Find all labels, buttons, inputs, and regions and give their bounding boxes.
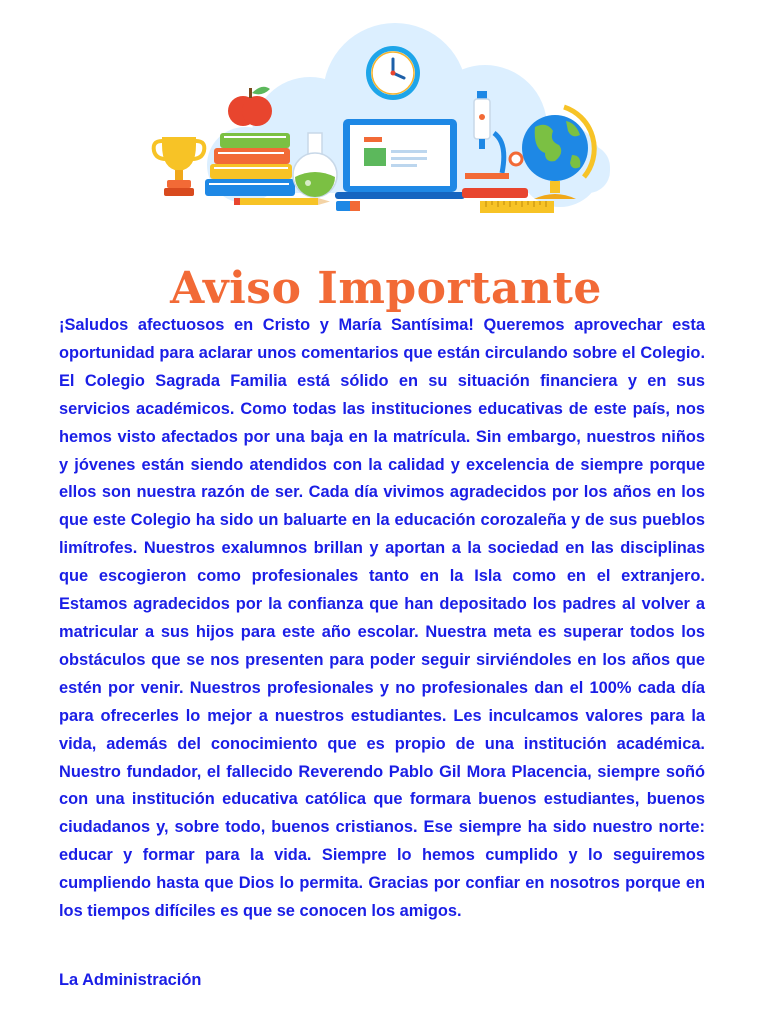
eraser-icon bbox=[336, 201, 360, 211]
signature: La Administración bbox=[59, 971, 202, 989]
pencil-icon bbox=[234, 198, 330, 205]
apple-icon bbox=[228, 87, 272, 126]
trophy-icon bbox=[154, 137, 205, 196]
education-illustration bbox=[150, 15, 620, 220]
laptop-icon bbox=[335, 119, 465, 199]
clock-icon bbox=[366, 46, 420, 100]
notice-body: ¡Saludos afectuosos en Cristo y María Santísima! Queremos aprovechar esta oportunidad para aclarar unos comentarios que están circulando sobre el Colegio. El Colegio Sagrada Familia está sólido en su situación financiera y en sus servicios académicos. Como todas las instituciones educativas de este país, nos hemos visto afectados por una baja en la matrícula. Sin embargo, nuestros niños y jóvenes están siendo atendidos con la calidad y excelencia de siempre porque ellos son nuestra razón de ser. Cada día vivimos agradecidos por los años en los que este Colegio ha sido un baluarte en la educación corozaleña y de sus pueblos limítrofes. Nuestros exalumnos brillan y aportan a la sociedad en las disciplinas que escogieron como profesionales tanto en la Isla como en el extranjero. Estamos agradecidos por la confianza que han depositado los padres al volver a matricular a sus hijos para este año escolar. Nuestra meta es superar todos los obstáculos que se nos presenten para poder seguir sirviéndoles en los años que estén por venir. Nuestros profesionales y no profesionales dan el 100% cada día para ofrecerles lo mejor a nuestros estudiantes. Les inculcamos valores para la vida, además del conocimiento que es propio de una institución académica. Nuestro fundador, el fallecido Reverendo Pablo Gil Mora Placencia, siempre soñó con una institución educativa católica que formara buenos estudiantes, buenos ciudadanos y, sobre todo, buenos cristianos. Ese siempre ha sido nuestro norte: educar y formar para la vida. Siempre lo hemos cumplido y lo seguiremos cumpliendo hasta que Dios lo permita. Gracias por confiar en nosotros porque en los tiempos difíciles es que se conocen los amigos. bbox=[59, 316, 705, 921]
ruler-icon bbox=[480, 201, 554, 213]
notice-title: Aviso Importante bbox=[170, 263, 602, 315]
